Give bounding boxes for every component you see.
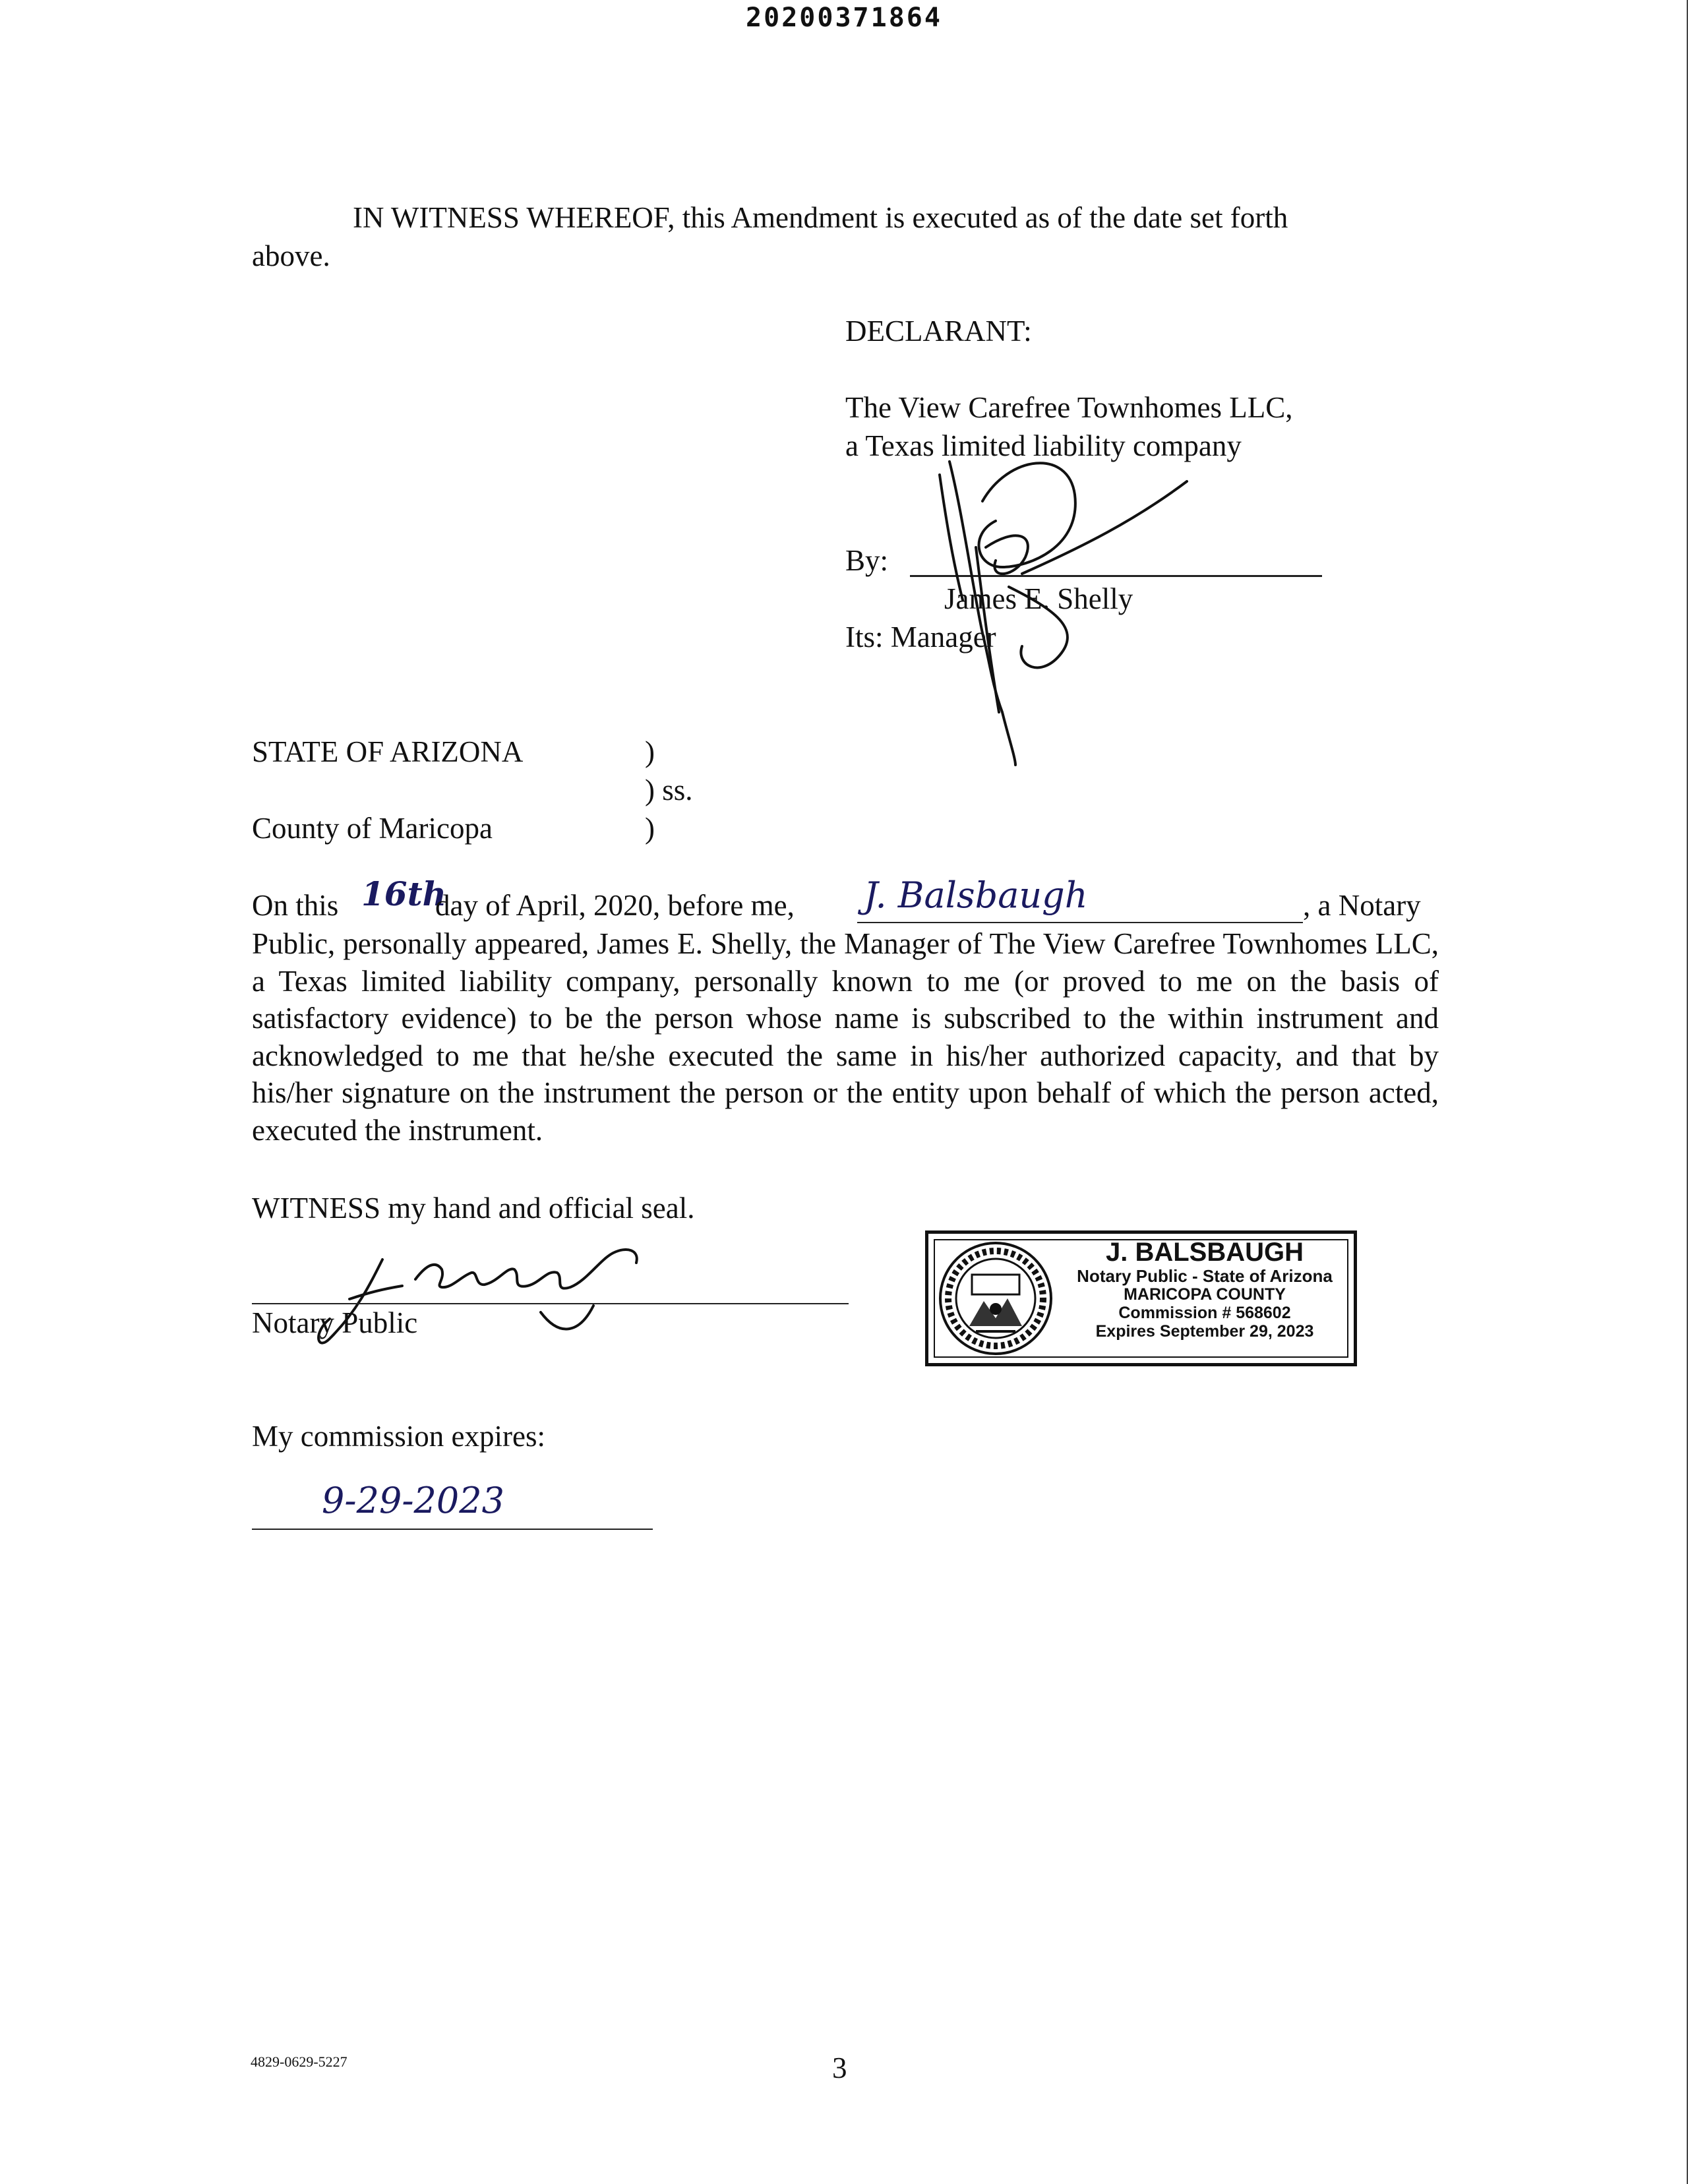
witness-seal-text: WITNESS my hand and official seal. xyxy=(252,1192,695,1225)
declarant-heading: DECLARANT: xyxy=(845,315,1032,348)
stamp-line3: Commission # 568602 xyxy=(1118,1304,1291,1322)
by-label: By: xyxy=(845,544,889,577)
notary-stamp xyxy=(925,1230,1357,1366)
footer-page-number: 3 xyxy=(832,2051,847,2084)
declarant-signature xyxy=(910,435,1213,778)
stamp-name: J. BALSBAUGH xyxy=(1105,1238,1304,1267)
commission-date-handwritten: 9-29-2023 xyxy=(322,1480,504,1521)
venue-paren-1: ) xyxy=(645,735,655,768)
signer-name: James E. Shelly xyxy=(944,582,1133,615)
notary-stamp-text xyxy=(1064,1238,1346,1341)
declarant-company: The View Carefree Townhomes LLC, xyxy=(845,391,1293,424)
declarant-company-desc: a Texas limited liability company xyxy=(845,429,1242,462)
ack-after-notary: , a Notary xyxy=(1303,889,1421,922)
commission-date-line xyxy=(252,1529,653,1530)
ack-notary-line xyxy=(857,922,1303,923)
recording-number: 20200371864 xyxy=(746,3,942,33)
ack-on-this: On this xyxy=(252,889,339,922)
signer-title: Its: Manager xyxy=(845,621,996,653)
ack-after-day: day of April, 2020, before me, xyxy=(435,889,795,922)
venue-ss: ) ss. xyxy=(645,774,693,806)
stamp-line4: Expires September 29, 2023 xyxy=(1095,1322,1314,1341)
ack-notary-handwritten: J. Balsbaugh xyxy=(864,874,1088,916)
venue-county: County of Maricopa xyxy=(252,812,493,845)
venue-state: STATE OF ARIZONA xyxy=(252,735,524,768)
witness-clause-line1: IN WITNESS WHEREOF, this Amendment is executed as of the date set forth xyxy=(353,201,1288,234)
ack-day-handwritten: 16th xyxy=(361,874,447,913)
stamp-line2: MARICOPA COUNTY xyxy=(1124,1285,1286,1304)
footer-doc-id: 4829-0629-5227 xyxy=(251,2053,347,2070)
acknowledgment-body: Public, personally appeared, James E. Shelly, the Manager of The View Carefree Townhomes LLC, a Texas limited liability company, personally known to me (or proved to me on the basis of satisfactory evidence) to be the person whose name is subscribed to the within instrument and acknowledged to me that he/she executed the same in his/her authorized capacity, and that by his/her signature on the instrument the person or the entity upon behalf of which the person acted, executed the instrument. xyxy=(252,927,1439,1147)
notary-signature-label: Notary Public xyxy=(252,1306,418,1339)
stamp-line1: Notary Public - State of Arizona xyxy=(1077,1266,1333,1286)
venue-paren-3: ) xyxy=(645,812,655,845)
commission-label: My commission expires: xyxy=(252,1420,545,1453)
arizona-seal-icon xyxy=(938,1240,1054,1356)
witness-clause-line2: above. xyxy=(252,239,330,272)
